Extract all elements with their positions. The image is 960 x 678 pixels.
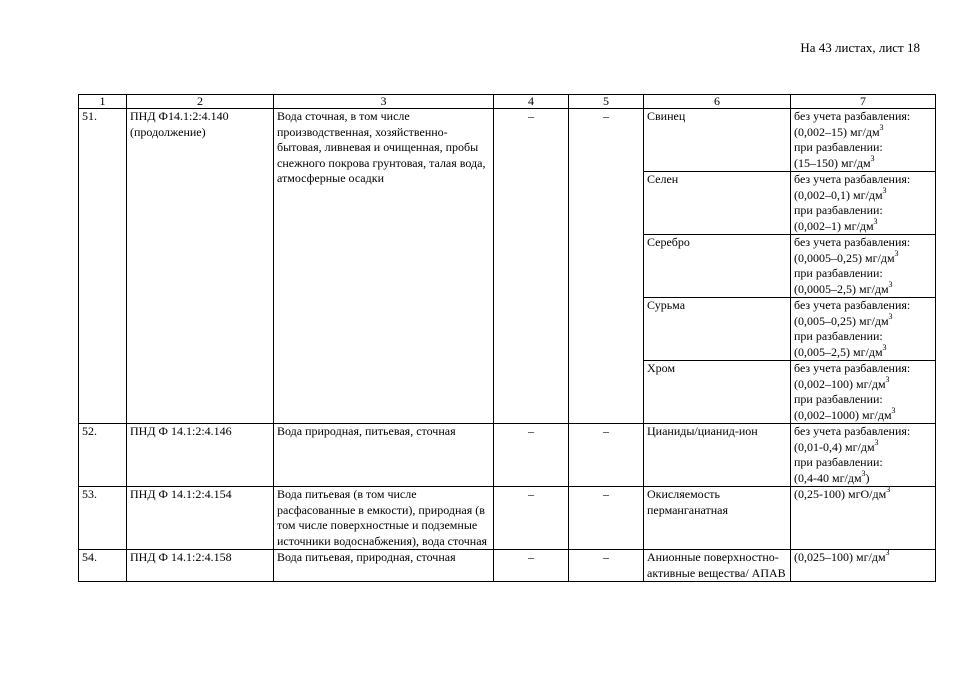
- unit-superscript: 3: [870, 153, 875, 163]
- range-cell: [791, 235, 936, 298]
- range-value: (0,005–0,25) мг/дм: [794, 313, 889, 328]
- range-line: без учета разбавления:: [794, 109, 911, 123]
- col-header-3: 3: [274, 95, 494, 109]
- range-value: (0,0005–2,5) мг/дм: [794, 281, 889, 296]
- method-cell: ПНД Ф 14.1:2:4.154: [127, 487, 274, 550]
- range-line: [794, 342, 932, 361]
- method-cell: ПНД Ф 14.1:2:4.158: [127, 550, 274, 582]
- unit-superscript: 3: [873, 216, 878, 226]
- unit-superscript: 3: [886, 485, 891, 494]
- col4-cell: –: [494, 487, 569, 550]
- col-header-6: 6: [644, 95, 791, 109]
- row-number: 52.: [79, 424, 127, 487]
- col4-cell: –: [494, 424, 569, 487]
- range-line: [794, 279, 932, 298]
- range-cell: [791, 109, 936, 172]
- range-cell: [791, 172, 936, 235]
- range-line: [794, 311, 932, 330]
- indicator-cell: Сурьма: [644, 298, 791, 361]
- range-line: без учета разбавления:: [794, 172, 911, 186]
- table-row: [79, 424, 936, 487]
- unit-superscript: 3: [879, 122, 884, 132]
- col4-cell: –: [494, 109, 569, 424]
- range-line: [794, 248, 932, 267]
- range-line: [794, 405, 932, 424]
- range-value: (0,0005–0,25) мг/дм: [794, 250, 895, 265]
- col-header-7: 7: [791, 95, 936, 109]
- object-cell: Вода природная, питьевая, сточная: [274, 424, 494, 487]
- range-line: [794, 468, 932, 487]
- indicator-cell: Окисляемость перманганатная: [644, 487, 791, 550]
- range-line: без учета разбавления:: [794, 298, 911, 312]
- col4-cell: –: [494, 550, 569, 582]
- object-cell: Вода питьевая (в том числе расфасованные в емкости), природная (в том числе поверхностные и подземные источники водоснабжения), вода сточная: [274, 487, 494, 550]
- row-number: 53.: [79, 487, 127, 550]
- range-value: (0,01-0,4) мг/дм: [794, 439, 875, 454]
- row-number: 54.: [79, 550, 127, 582]
- range-cell: [791, 298, 936, 361]
- range-line: [794, 185, 932, 204]
- range-line: [794, 437, 932, 456]
- col-header-4: 4: [494, 95, 569, 109]
- range-value: (0,002–1) мг/дм: [794, 218, 874, 233]
- unit-superscript: 3: [861, 468, 866, 478]
- object-cell: Вода питьевая, природная, сточная: [274, 550, 494, 582]
- range-value: (0,025–100) мг/дм: [794, 550, 886, 564]
- object-cell: Вода сточная, в том числе производственная, хозяйственно-бытовая, ливневая и очищенная, пробы снежного покрова грунтовая, талая вода, атмосферные осадки: [274, 109, 494, 424]
- method-continuation: (продолжение): [130, 124, 206, 139]
- table-row: [79, 109, 936, 172]
- method-code: ПНД Ф14.1:2:4.140: [130, 109, 229, 123]
- indicator-cell: Свинец: [644, 109, 791, 172]
- col5-cell: –: [569, 424, 644, 487]
- col5-cell: –: [569, 109, 644, 424]
- col-header-2: 2: [127, 95, 274, 109]
- accreditation-table: [78, 94, 936, 582]
- unit-superscript: 3: [885, 548, 890, 557]
- range-value: (0,002–15) мг/дм: [794, 124, 880, 139]
- range-cell: [791, 361, 936, 424]
- range-line: без учета разбавления:: [794, 361, 911, 375]
- range-value: (0,002–100) мг/дм: [794, 376, 886, 391]
- unit-superscript: 3: [882, 342, 887, 352]
- unit-superscript: 3: [891, 405, 896, 415]
- range-close: ): [865, 470, 870, 485]
- range-cell: [791, 424, 936, 487]
- unit-superscript: 3: [874, 437, 879, 447]
- range-line: [794, 153, 932, 172]
- range-line: [794, 122, 932, 141]
- range-line: [794, 374, 932, 393]
- indicator-cell: Хром: [644, 361, 791, 424]
- range-value: (0,25-100) мгО/дм: [794, 487, 887, 501]
- table-row: [79, 550, 936, 582]
- range-line: при разбавлении:: [794, 329, 883, 343]
- range-value: (0,002–0,1) мг/дм: [794, 187, 883, 202]
- range-value: (15–150) мг/дм: [794, 155, 871, 170]
- indicator-cell: Анионные поверхностно-активные вещества/ АПАВ: [644, 550, 791, 582]
- method-cell: ПНД Ф 14.1:2:4.146: [127, 424, 274, 487]
- column-number-row: [79, 95, 936, 109]
- indicator-cell: Селен: [644, 172, 791, 235]
- unit-superscript: 3: [888, 279, 893, 289]
- indicator-cell: Серебро: [644, 235, 791, 298]
- range-line: при разбавлении:: [794, 266, 883, 280]
- table-row: [79, 487, 936, 550]
- row-number: 51.: [79, 109, 127, 424]
- range-line: при разбавлении:: [794, 140, 883, 154]
- unit-superscript: 3: [885, 374, 890, 384]
- range-line: без учета разбавления:: [794, 424, 911, 438]
- range-line: при разбавлении:: [794, 455, 883, 469]
- range-cell: [791, 550, 936, 582]
- unit-superscript: 3: [888, 311, 893, 321]
- indicator-cell: Цианиды/цианид-ион: [644, 424, 791, 487]
- range-value: (0,4-40 мг/дм: [794, 470, 862, 485]
- method-cell: [127, 109, 274, 424]
- col5-cell: –: [569, 550, 644, 582]
- range-value: (0,002–1000) мг/дм: [794, 407, 892, 422]
- unit-superscript: 3: [894, 248, 899, 258]
- range-line: без учета разбавления:: [794, 235, 911, 249]
- col-header-5: 5: [569, 95, 644, 109]
- range-line: [794, 216, 932, 235]
- col-header-1: 1: [79, 95, 127, 109]
- sheet-header: На 43 листах, лист 18: [800, 40, 920, 55]
- range-cell: [791, 487, 936, 550]
- unit-superscript: 3: [882, 185, 887, 195]
- range-line: при разбавлении:: [794, 203, 883, 217]
- range-line: при разбавлении:: [794, 392, 883, 406]
- col5-cell: –: [569, 487, 644, 550]
- range-value: (0,005–2,5) мг/дм: [794, 344, 883, 359]
